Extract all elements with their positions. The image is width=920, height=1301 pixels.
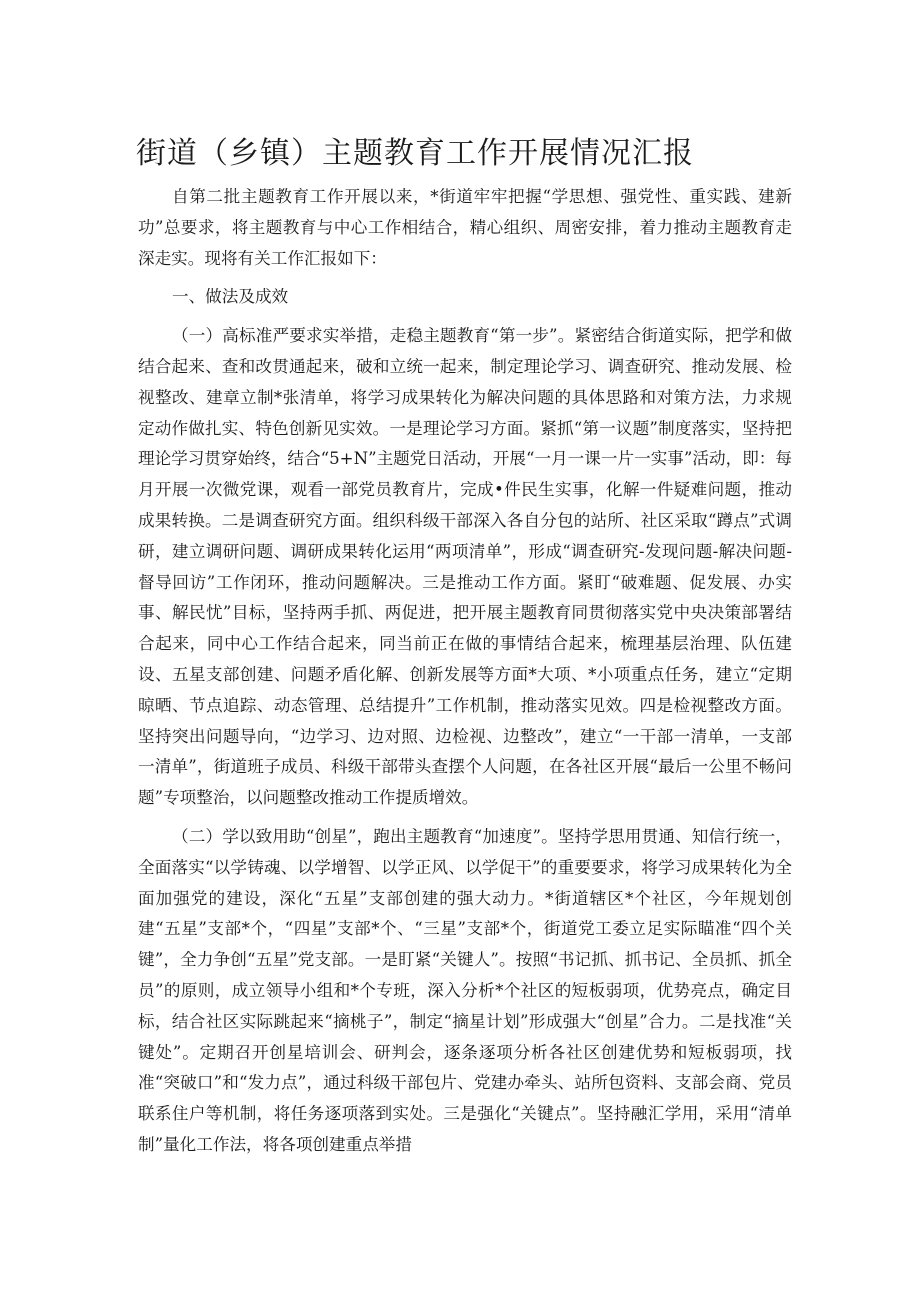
intro-paragraph: 自第二批主题教育工作开展以来，*街道牢牢把握“学思想、强党性、重实践、建新功”总要求，将主题教育与中心工作相结合，精心组织、周密安排，着力推动主题教育走深走实。现将有关工作汇报如下： xyxy=(138,187,792,268)
section-heading: 一、做法及成效 xyxy=(172,287,289,307)
paragraph-2: （二）学以致用助“创星”，跑出主题教育“加速度”。坚持学思用贯通、知信行统一，全面落实“以学铸魂、以学增智、以学正风、以学促干”的重要要求，将学习成果转化为全面加强党的建设，深化“五星”支部创建的强大动力。*街道辖区*个社区，今年规划创建“五星”支部*个，“四星”支部*个、“三星”支部*个，街道党工委立足实际瞄准“四个关键”，全力争创“五星”党支部。一是盯紧“关键人”。按照“书记抓、抓书记、全员抓、抓全员”的原则，成立领导小组和*个专班，深入分析*个社区的短板弱项，优势亮点，确定目标，结合社区实际跳起来“摘桃子”，制定“摘星计划”形成强大“创星”合力。二是找准“关键处”。定期召开创星培训会、研判会，逐条逐项分析各社区创建优势和短板弱项，找准“突破口”和“发力点”，通过科级干部包片、党建办牵头、站所包资料、支部会商、党员联系住户等机制，将任务逐项落到实处。三是强化“关键点”。坚持融汇学用，采用“清单制”量化工作法，将各项创建重点举措 xyxy=(138,826,792,1154)
document-title: 街道（乡镇）主题教育工作开展情况汇报 xyxy=(136,136,694,171)
paragraph-1: （一）高标准严要求实举措，走稳主题教育“第一步”。紧密结合街道实际，把学和做结合起来、查和改贯通起来，破和立统一起来，制定理论学习、调查研究、推动发展、检视整改、建章立制*张清单，将学习成果转化为解决问题的具体思路和对策方法，力求规定动作做扎实、特色创新见实效。一是理论学习方面。紧抓“第一议题”制度落实，坚持把理论学习贯穿始终，结合“5+N”主题党日活动，开展“一月一课一片一实事”活动，即：每月开展一次微党课，观看一部党员教育片，完成•件民生实事，化解一件疑难问题，推动成果转换。二是调查研究方面。组织科级干部深入各自分包的站所、社区采取“蹲点”式调研，建立调研问题、调研成果转化运用“两项清单”，形成“调查研究-发现问题-解决问题-督导回访”工作闭环，推动问题解决。三是推动工作方面。紧盯“破难题、促发展、办实事、解民忧”目标，坚持两手抓、两促进，把开展主题教育同贯彻落实党中央决策部署结合起来，同中心工作结合起来，同当前正在做的事情结合起来，梳理基层治理、队伍建设、五星支部创建、问题矛盾化解、创新发展等方面*大项、*小项重点任务，建立“定期晾晒、节点追踪、动态管理、总结提升”工作机制，推动落实见效。四是检视整改方面。坚持突出问题导向，“边学习、边对照、边检视、边整改”，建立“一干部一清单，一支部一清单”，街道班子成员、科级干部带头查摆个人问题，在各社区开展“最后一公里不畅问题”专项整治，以问题整改推动工作提质增效。 xyxy=(138,326,792,808)
document-body xyxy=(138,182,792,1161)
